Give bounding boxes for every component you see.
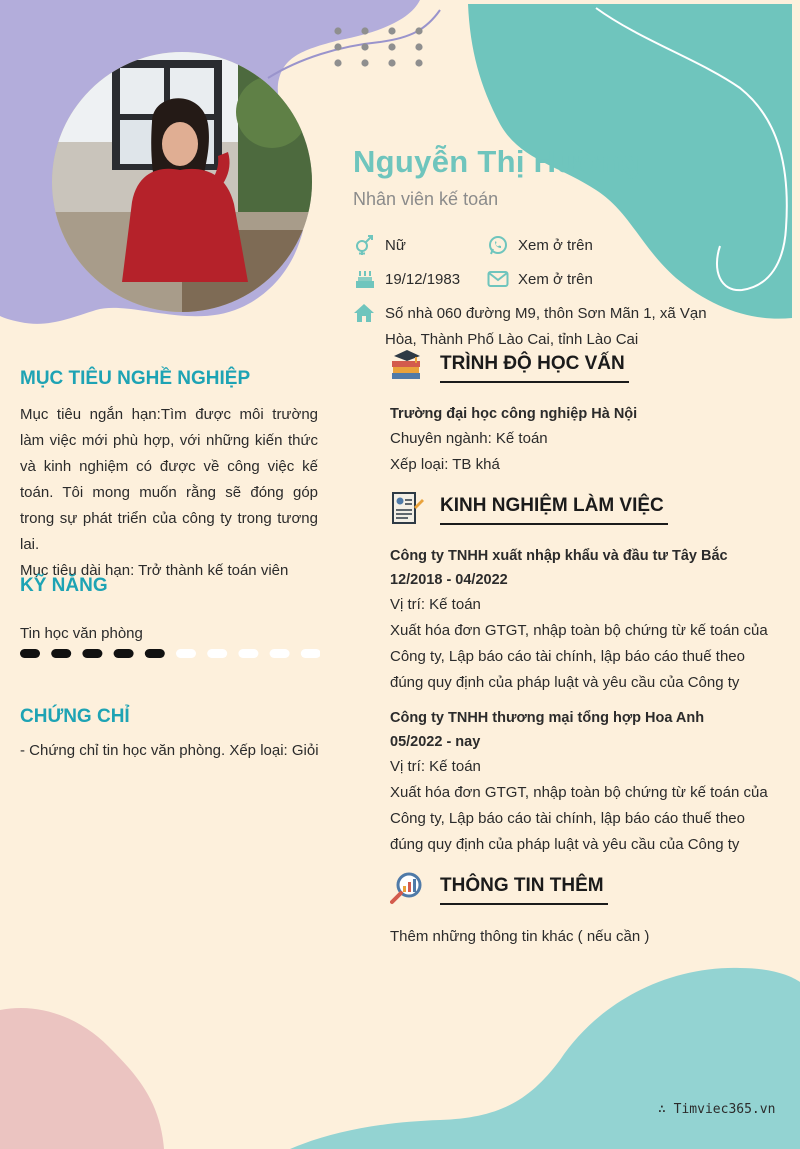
job-title: Nhân viên kế toán — [353, 189, 499, 209]
certificate-item: - Chứng chỉ tin học văn phòng. Xếp loại: Giỏi — [20, 742, 319, 759]
extra-text: Thêm những thông tin khác ( nếu cần ) — [390, 928, 650, 945]
school-name: Trường đại học công nghiệp Hà Nội — [390, 406, 638, 422]
job-2-company: Công ty TNHH thương mại tổng hợp Hoa Anh — [390, 710, 705, 726]
career-goal-title: MỤC TIÊU NGHỀ NGHIỆP — [20, 368, 251, 389]
skill-level-bar — [20, 648, 320, 660]
birthday-value: 19/12/1983 — [385, 270, 461, 288]
extra-title: THÔNG TIN THÊM — [440, 875, 608, 905]
profile-photo — [52, 52, 312, 312]
job-1 — [390, 544, 772, 696]
gender-female-icon — [353, 234, 377, 256]
education-heading — [390, 349, 629, 383]
birthday-cake-icon — [353, 268, 377, 290]
email-value: Xem ở trên — [518, 270, 593, 288]
job-1-company: Công ty TNHH xuất nhập khẩu và đầu tư Tây Bắc — [390, 548, 728, 564]
address-value: Số nhà 060 đường M9, thôn Sơn Mãn 1, xã Vạn Hòa, Thành Phố Lào Cai, tỉnh Lào Cai — [385, 305, 707, 348]
skill-dash-empty — [238, 649, 258, 658]
skill-dash-empty — [301, 649, 320, 658]
whatsapp-phone-icon — [486, 234, 510, 256]
skill-dash-filled — [114, 649, 134, 658]
job-2-description: Xuất hóa đơn GTGT, nhập toàn bộ chứng từ kế toán của Công ty, Lập báo cáo tài chính, lập báo cáo thuế theo đúng quy định của pháp luật và yêu cầu của Công ty — [390, 784, 768, 853]
job-2-period: 05/2022 - nay — [390, 734, 481, 750]
skill-dash-filled — [51, 649, 71, 658]
skill-dash-empty — [176, 649, 196, 658]
education-title: TRÌNH ĐỘ HỌC VẤN — [440, 353, 629, 383]
birthday-row — [353, 268, 460, 290]
education-block — [390, 402, 770, 478]
skills-title: KỸ NĂNG — [20, 575, 108, 596]
major: Chuyên ngành: Kế toán — [390, 430, 548, 447]
email-row — [486, 268, 593, 290]
short-term-goal: Mục tiêu ngắn hạn:Tìm được môi trường làm việc mới phù hợp, với những kiến thức và kinh nghiệm có được về công việc kế toán. Tôi mong muốn rằng sẽ đóng góp trong sự phát triển của công ty trong tương lai. — [20, 406, 318, 553]
avatar — [52, 52, 312, 312]
skill-name: Tin học văn phòng — [20, 625, 143, 642]
gender-value: Nữ — [385, 236, 406, 254]
envelope-icon — [486, 268, 510, 290]
long-term-goal: Mục tiêu dài hạn: Trở thành kế toán viên — [20, 562, 289, 579]
skill-dash-empty — [207, 649, 227, 658]
job-1-position: Vị trí: Kế toán — [390, 596, 481, 613]
chart-magnifier-icon — [390, 871, 424, 905]
address-row — [353, 301, 715, 353]
phone-value: Xem ở trên — [518, 236, 593, 254]
experience-heading — [390, 491, 668, 525]
job-2-position: Vị trí: Kế toán — [390, 758, 481, 775]
experience-title: KINH NGHIỆM LÀM VIỆC — [440, 495, 668, 525]
extra-heading — [390, 871, 608, 905]
phone-row — [486, 234, 593, 256]
gender-row — [353, 234, 406, 256]
books-graduation-icon — [390, 349, 424, 383]
candidate-name: Nguyễn Thị Hướng — [353, 144, 640, 179]
skill-dash-empty — [270, 649, 290, 658]
education-grade: Xếp loại: TB khá — [390, 456, 500, 473]
job-1-description: Xuất hóa đơn GTGT, nhập toàn bộ chứng từ kế toán của Công ty, Lập báo cáo tài chính, lập báo cáo thuế theo đúng quy định của pháp luật và yêu cầu của Công ty — [390, 622, 768, 691]
resume-icon — [390, 491, 424, 525]
home-icon — [353, 301, 377, 353]
skill-dash-filled — [145, 649, 165, 658]
certificates-title: CHỨNG CHỈ — [20, 706, 130, 727]
skill-dash-filled — [20, 649, 40, 658]
job-1-period: 12/2018 - 04/2022 — [390, 572, 508, 588]
job-2 — [390, 706, 772, 858]
career-goal-text — [20, 402, 318, 584]
skill-dash-filled — [82, 649, 102, 658]
watermark-logo: ∴ Timviec365.vn — [658, 1102, 776, 1117]
